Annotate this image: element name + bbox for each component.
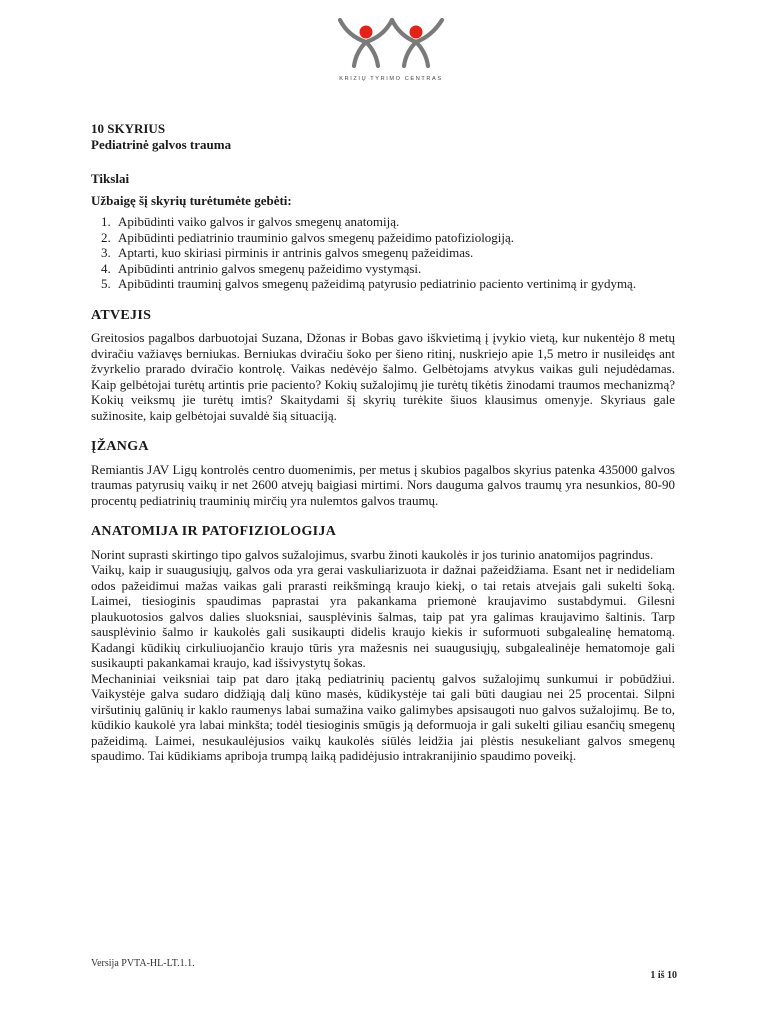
anatomy-paragraph: Vaikų, kaip ir suaugusiųjų, galvos oda yra gerai vaskuliarizuota ir dažnai pažeidžiama. Esant net ir nedideliam odos pažeidimui mažas vaikas gali prarasti reikšmingą kraujo kiekį, o tai retais atvejais gali sukelti šoką. Laimei, tiesioginis spaudimas paprastai yra pakankama priemonė kraujavimo sustabdymui. Gilesni plaukuotosios galvos dalies sluoksniai, sausplėvinis šalmas, taip pat yra galimas kraujavimo šaltinis. Tarp sausplėvinio šalmo ir kaukolės gali susikaupti didelis kraujo kiekis ir suformuoti subgalealinę hematomą. Kadangi kūdikių cirkuliuojančio kraujo tūris yra mažesnis nei suaugusiųjų, subgalealinėje hematomoje gali susikaupti pakankamai kraujo, kad išsivystytų šokas.: [91, 562, 675, 670]
logo-head-right: [410, 26, 423, 39]
objective-item: 5. Apibūdinti trauminį galvos smegenų pažeidimą patyrusio pediatrinio paciento vertinimą ir gydymą.: [114, 276, 675, 292]
anatomy-paragraph: Norint suprasti skirtingo tipo galvos sužalojimus, svarbu žinoti kaukolės ir jos turinio anatomijos pagrindus.: [91, 546, 654, 562]
objective-item: 2. Apibūdinti pediatrinio trauminio galvos smegenų pažeidimo patofiziologiją.: [114, 230, 675, 246]
logo-caption: KRIZIŲ TYRIMO CENTRAS: [339, 76, 443, 82]
chapter-title: Pediatrinė galvos trauma: [91, 136, 232, 152]
objective-item: 4. Apibūdinti antrinio galvos smegenų pažeidimo vystymąsi.: [114, 261, 675, 277]
logo-figures-icon: [334, 18, 448, 74]
intro-paragraph: Remiantis JAV Ligų kontrolės centro duomenimis, per metus į skubios pagalbos skyrius patenka 435000 galvos traumas patyrusių vaikų ir net 2600 atvejų baigiasi mirtimi. Nors dauguma galvos traumų yra nesunkios, 80-90 procentų pediatrinių trauminių mirčių yra nulemtos galvos traumų.: [91, 461, 675, 508]
logo: [334, 18, 448, 88]
case-paragraph: Greitosios pagalbos darbuotojai Suzana, Džonas ir Bobas gavo iškvietimą į įvykio vietą, kur nukentėjo 8 metų dviračiu važiavęs berniukas. Berniukas dviračiu šoko per šieno ritinį, nuskriejo apie 1,5 metro ir nusileidęs ant žvyrkelio prarado dviračio kontrolę. Vaikas nedėvėjo šalmo. Gelbėtojams atvykus vaikas guli nejudėdamas. Kaip gelbėtojai turėtų artintis prie paciento? Kokių sužalojimų jie turėtų tikėtis žinodami traumos mechanizmą? Kokių veiksmų jie turėtų imtis? Skaitydami šį skyrių turėkite šiuos klausimus omenyje. Skyriaus gale sužinosite, kaip gelbėtojai suvaldė šią situaciją.: [91, 330, 675, 423]
anatomy-paragraph: Mechaniniai veiksniai taip pat daro įtaką pediatrinių pacientų galvos sužalojimų sunkumui ir pobūdžiui. Vaikystėje galva sudaro didžiąją dalį kūno masės, kūdikystėje tai gali būti daugiau nei 25 procentai. Silpni viršutinių galūnių ir kaklo raumenys labai sumažina vaiko galimybes apsisaugoti nuo galvos sužalojimų. Be to, kūdikio kaukolė yra labai minkšta; todėl tiesioginis smūgis ją deformuoja ir gali sukelti giliau esančių smegenų pažeidimą. Laimei, nesukaulėjusios vaikų kaukolės siūlės leidžia jai plėstis nesukeliant galvos smegenų spaudimo. Tai kūdikiams apriboja trumpą laiką padidėjusio intrakranijinio spaudimo poveikį.: [91, 670, 675, 763]
chapter-number: 10 SKYRIUS: [91, 121, 166, 136]
objectives-subheading: Užbaigę šį skyrių turėtumėte gebėti:: [91, 192, 292, 208]
objectives-heading: Tikslai: [91, 171, 130, 186]
footer-version: Versija PVTA-HL-LT.1.1.: [91, 958, 195, 969]
document-body: [91, 121, 675, 764]
logo-head-left: [360, 26, 373, 39]
objective-item: 3. Aptarti, kuo skiriasi pirminis ir antrinis galvos smegenų pažeidimas.: [114, 245, 675, 261]
intro-heading: ĮŽANGA: [91, 439, 149, 454]
case-heading: ATVEJIS: [91, 307, 152, 323]
anatomy-heading: ANATOMIJA IR PATOFIZIOLOGIJA: [91, 524, 337, 539]
objective-item: 1. Apibūdinti vaiko galvos ir galvos smegenų anatomiją.: [114, 214, 675, 230]
objectives-list: [91, 214, 675, 292]
page-number: 1 iš 10: [650, 970, 677, 981]
